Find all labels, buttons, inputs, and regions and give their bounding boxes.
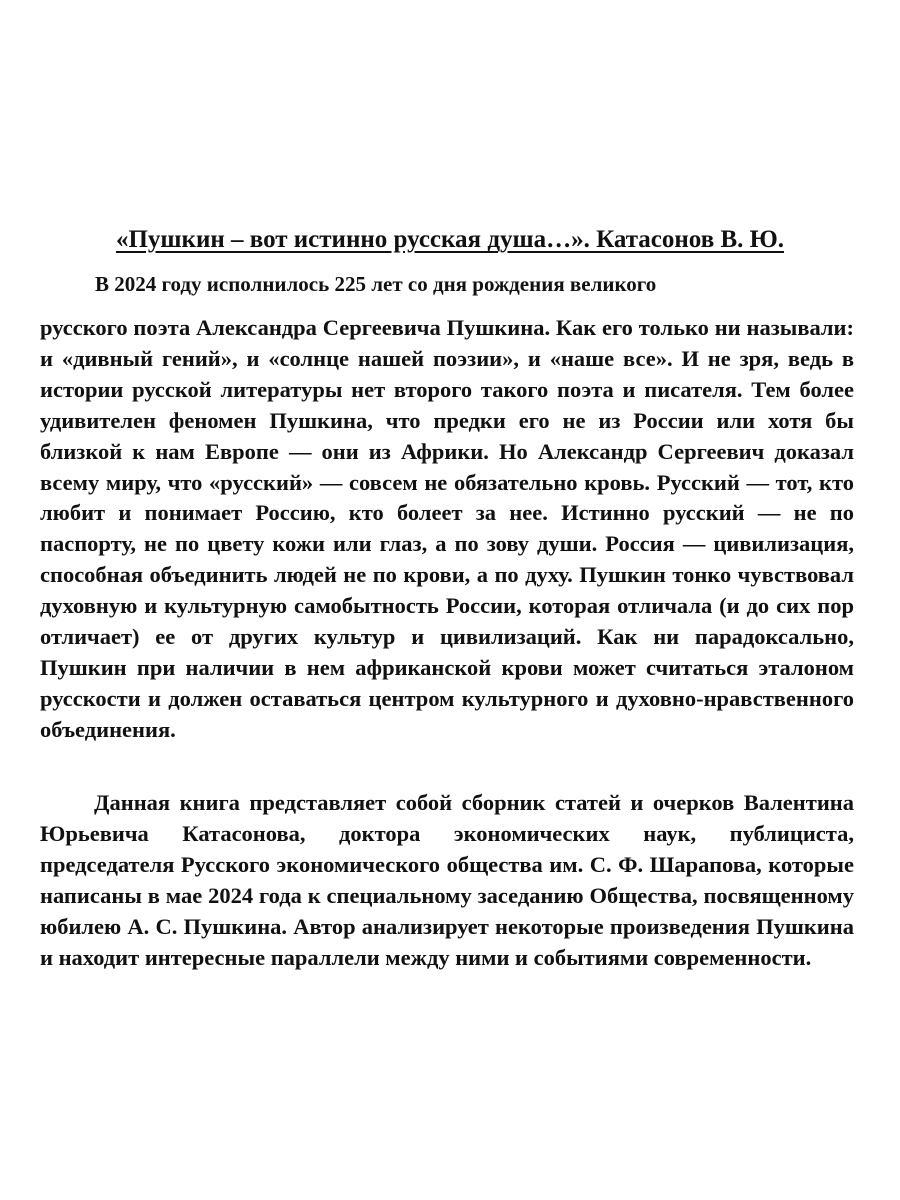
document-title: «Пушкин – вот истинно русская душа…». Катасонов В. Ю. (115, 226, 785, 253)
intro-line: В 2024 году исполнилось 225 лет со дня рождения великого (95, 272, 657, 296)
paragraph-1: русского поэта Александра Сергеевича Пушкина. Как его только ни называли: и «дивный гений», и «солнце нашей поэзии», и «наше все». И не зря, ведь в истории русской литературы нет второго такого поэта и писателя. Тем более удивителен феномен Пушкина, что предки его не из России или хотя бы близкой к нам Европе — они из Африки. Но Александр Сергеевич доказал всему миру, что «русский» — совсем не обязательно кровь. Русский — тот, кто любит и понимает Россию, кто болеет за нее. Истинно русский — не по паспорту, не по цвету кожи или глаз, а по зову души. Россия — цивилизация, способная объединить людей не по крови, а по духу. Пушкин тонко чувствовал духовную и культурную самобытность России, которая отличала (и до сих пор отличает) ее от других культур и цивилизаций. Как ни парадоксально, Пушкин при наличии в нем африканской крови может считаться эталоном русскости и должен оставаться центром культурного и духовно-нравственного объединения. (40, 315, 854, 742)
paragraph-2: Данная книга представляет собой сборник статей и очерков Валентина Юрьевича Катасонова, доктора экономических наук, публициста, председателя Русского экономического общества им. С. Ф. Шарапова, которые написаны в мае 2024 года к специальному заседанию Общества, посвященному юбилею А. С. Пушкина. Автор анализирует некоторые произведения Пушкина и находит интересные параллели между ними и событиями современности. (40, 790, 854, 970)
